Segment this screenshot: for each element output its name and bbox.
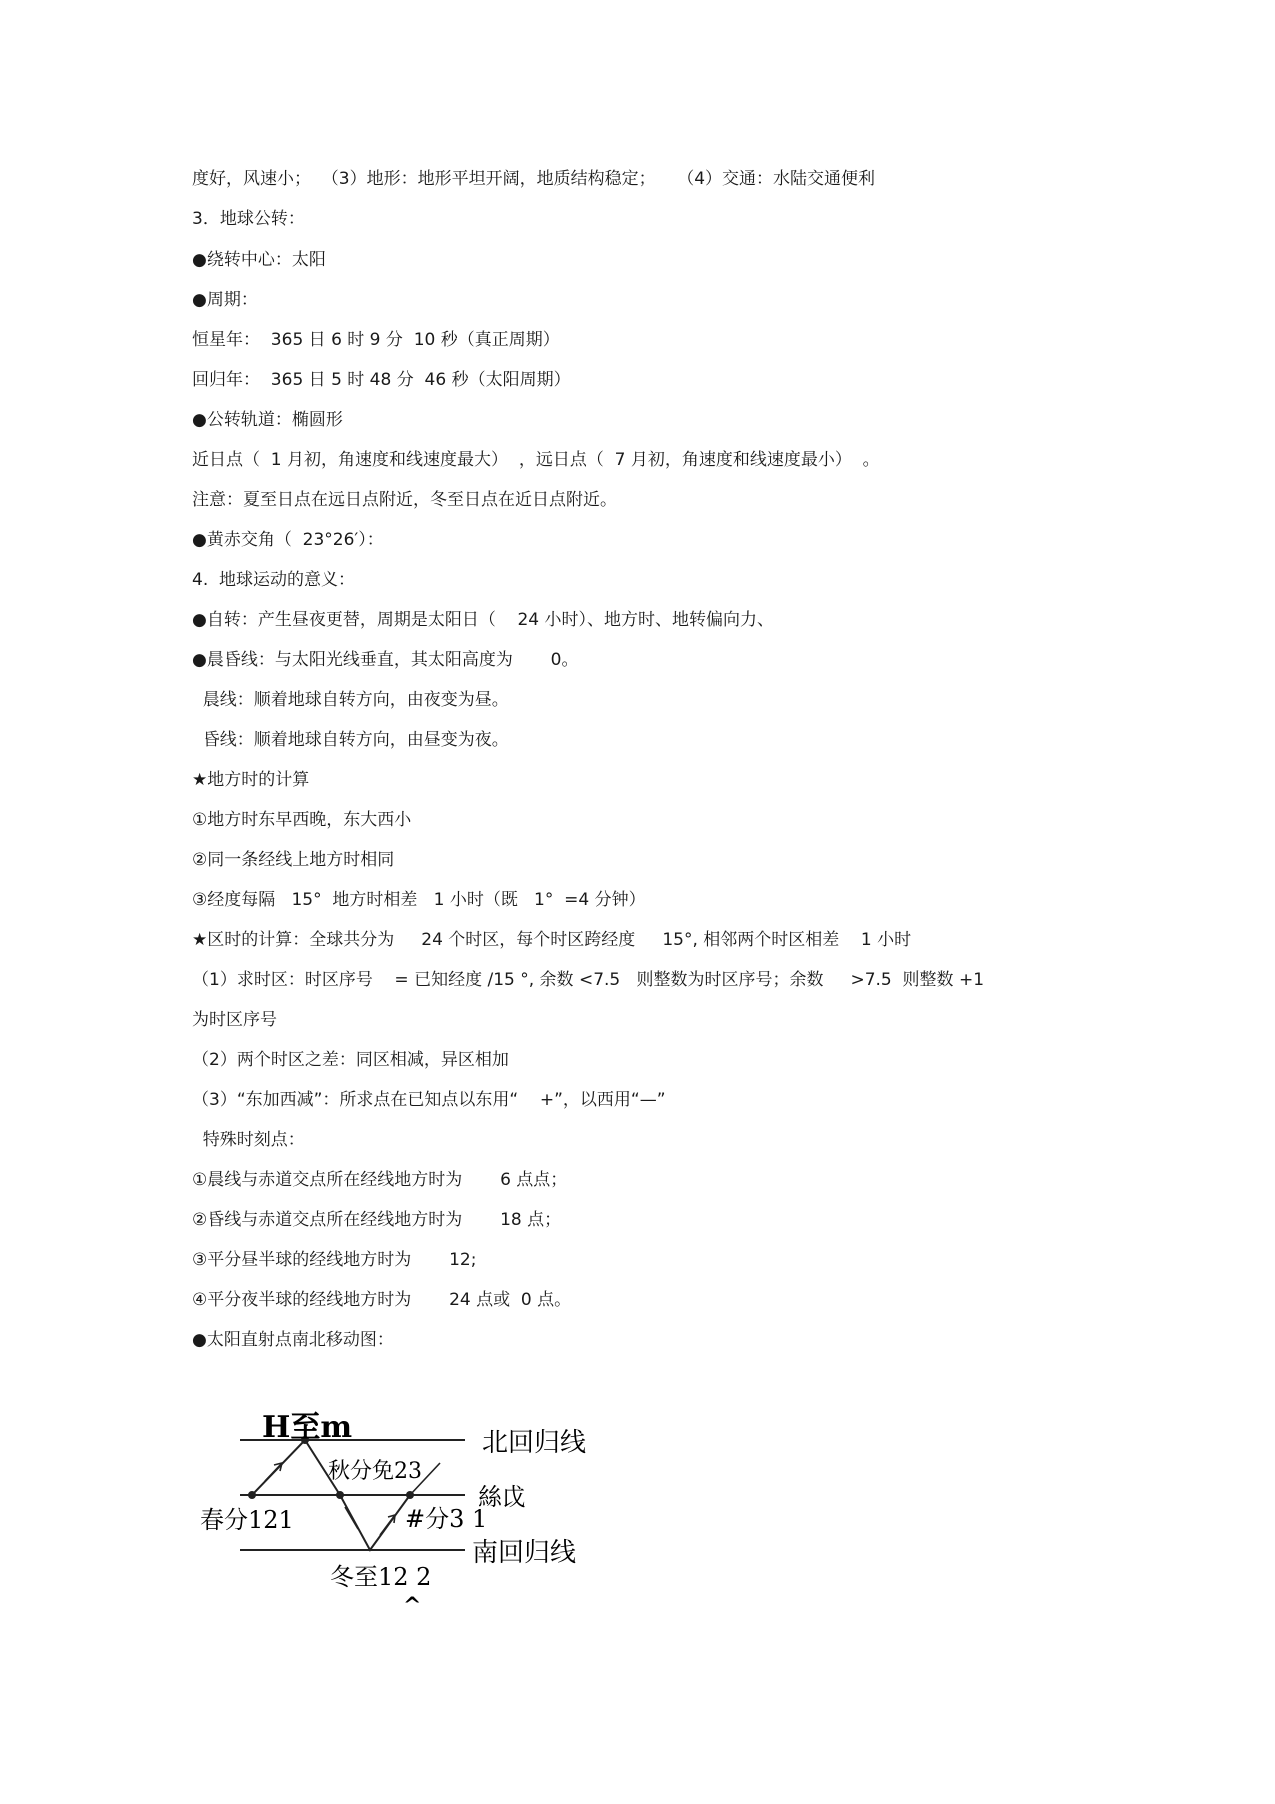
winter-label: 冬至12 2	[330, 1563, 432, 1591]
solar-migration-diagram	[200, 1405, 620, 1620]
text-line-25: 特殊时刻点：	[192, 1130, 305, 1150]
text-line-7: ●公转轨道：椭圆形	[192, 410, 343, 430]
text-line-12: ●自转：产生昼夜更替，周期是太阳日（ 24 小时）、地方时、地转偏向力、	[192, 610, 774, 630]
summer-label: H至m	[262, 1410, 353, 1445]
text-line-18: ②同一条经线上地方时相同	[192, 850, 395, 870]
text-line-10: ●黄赤交角（ 23°26′）：	[192, 530, 384, 550]
text-line-19: ③经度每隔 15° 地方时相差 1 小时（既 1° =4 分钟）	[192, 890, 646, 910]
south-tropic-label: 南回归线	[472, 1538, 577, 1568]
text-line-20: ★区时的计算：全球共分为 24 个时区，每个时区跨经度 15°, 相邻两个时区相差 1 小时	[192, 930, 912, 950]
north-tropic-label: 北回归线	[482, 1428, 587, 1458]
spring-label: 春分121	[200, 1506, 294, 1534]
autumn-point	[336, 1491, 344, 1499]
text-line-5: 恒星年： 365 日 6 时 9 分 10 秒（真正周期）	[192, 330, 560, 350]
text-line-14: 晨线：顺着地球自转方向，由夜变为昼。	[192, 690, 509, 710]
text-line-13: ●晨昏线：与太阳光线垂直，其太阳高度为 0。	[192, 650, 579, 670]
next-spring-point	[406, 1491, 414, 1499]
text-line-23: （2）两个时区之差：同区相减，异区相加	[192, 1050, 509, 1070]
text-line-9: 注意：夏至日点在远日点附近，冬至日点在近日点附近。	[192, 490, 617, 510]
text-line-2: 3．地球公转：	[192, 209, 305, 229]
text-line-22: 为时区序号	[192, 1010, 277, 1030]
arrow-up-1	[265, 1463, 282, 1481]
text-line-16: ★地方时的计算	[192, 770, 310, 790]
text-line-1: 度好，风速小； （3）地形：地形平坦开阔，地质结构稳定； （4）交通：水陆交通便利	[192, 169, 876, 189]
equator-label: 絲戉	[478, 1483, 526, 1511]
arrow-up-2	[380, 1515, 395, 1535]
text-line-15: 昏线：顺着地球自转方向，由昼变为夜。	[192, 730, 509, 750]
text-line-29: ④平分夜半球的经线地方时为 24 点或 0 点。	[192, 1290, 572, 1310]
text-line-17: ①地方时东早西晚，东大西小	[192, 810, 412, 830]
text-line-4: ●周期：	[192, 290, 258, 310]
text-line-26: ①晨线与赤道交点所在经线地方时为 6 点点；	[192, 1170, 568, 1190]
text-line-28: ③平分昼半球的经线地方时为 12;	[192, 1250, 477, 1270]
next-spring-label: #分3 1	[405, 1505, 488, 1533]
spring-point	[248, 1491, 256, 1499]
text-line-24: （3）“东加西减”：所求点在已知点以东用“ +”，以西用“—”	[192, 1090, 666, 1110]
arrow-down	[345, 1507, 358, 1529]
text-line-30: ●太阳直射点南北移动图：	[192, 1330, 394, 1350]
text-line-27: ②昏线与赤道交点所在经线地方时为 18 点；	[192, 1210, 562, 1230]
text-line-8: 近日点（ 1 月初，角速度和线速度最大） ，远日点（ 7 月初，角速度和线速度最小） 。	[192, 450, 880, 470]
text-line-3: ●绕转中心：太阳	[192, 250, 326, 270]
text-line-21: （1）求时区：时区序号 = 已知经度 /15 °, 余数 <7.5 则整数为时区序号；余数 >7.5 则整数 +1	[192, 970, 985, 990]
caret-mark: ^	[403, 1593, 422, 1619]
autumn-label: 秋分免23	[328, 1459, 422, 1484]
text-line-11: 4. 地球运动的意义：	[192, 570, 356, 590]
text-line-6: 回归年： 365 日 5 时 48 分 46 秒（太阳周期）	[192, 370, 571, 390]
